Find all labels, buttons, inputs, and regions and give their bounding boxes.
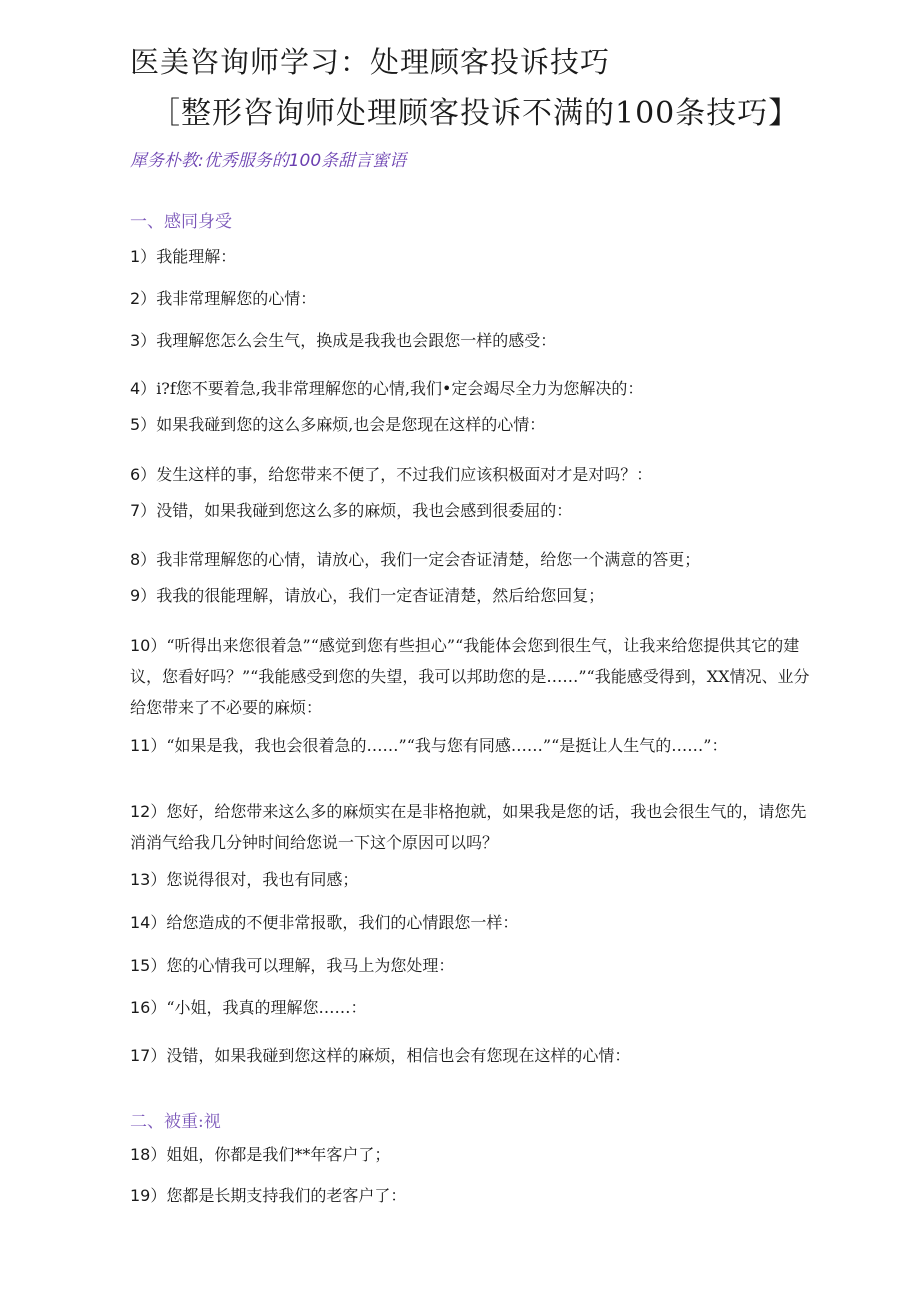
- list-item: 17）没错，如果我碰到您这样的麻烦，相信也会有您现在这样的心情：: [130, 1046, 631, 1065]
- list-item: 6）发生这样的事，给您带来不便了，不过我们应该积极面对才是对吗？：: [130, 465, 653, 484]
- document-title: 医美咨询师学习：处理顾客投诉技巧: [130, 45, 611, 79]
- list-item: 1）我能理解：: [130, 247, 237, 266]
- list-item: 10）“听得出来您很着急”“感觉到您有些担心”“我能体会您到很生气，让我来给您提供其它的建议，您看好吗？”“我能感受到您的失望，我可以邦助您的是……”“我能感受得到，XX情况、业分给您带来了不必要的麻烦：: [130, 636, 810, 717]
- section-heading-1: 一、感同身受: [130, 212, 232, 232]
- list-item: 3）我理解您怎么会生气，换成是我我也会跟您一样的感受：: [130, 331, 557, 350]
- document-tagline: 犀务朴教:优秀服务的100条甜言蜜语: [130, 151, 407, 171]
- list-item: 7）没错，如果我碰到您这么多的麻烦，我也会感到很委屈的：: [130, 501, 573, 520]
- list-item: 9）我我的很能理解，请放心，我们一定杳证清楚，然后给您回复；: [130, 586, 605, 605]
- list-item: 14）给您造成的不便非常报歌，我们的心情跟您一样：: [130, 913, 519, 932]
- section-heading-2: 二、被重:视: [130, 1112, 221, 1132]
- document-subtitle-title: ［整形咨询师处理顾客投诉不满的100条技巧】: [150, 96, 800, 131]
- list-item: 13）您说得很对，我也有同感；: [130, 870, 359, 889]
- list-item: 16）“小姐，我真的理解您……：: [130, 998, 367, 1017]
- list-item: 5）如果我碰到您的这么多麻烦,也会是您现在这样的心情：: [130, 415, 546, 434]
- list-item: 8）我非常理解您的心情，请放心，我们一定会杳证清楚，给您一个满意的答更；: [130, 550, 701, 569]
- list-item: 11）“如果是我，我也会很着急的……”“我与您有同感……”“是挺让人生气的……”：: [130, 736, 728, 755]
- list-item: 18）姐姐，你都是我们**年客户了；: [130, 1145, 391, 1164]
- list-item: 19）您都是长期支持我们的老客户了：: [130, 1186, 407, 1205]
- list-item: 2）我非常理解您的心情：: [130, 289, 317, 308]
- list-item: 15）您的心情我可以理解，我马上为您处理：: [130, 956, 455, 975]
- list-item: 4）i?f您不要着急,我非常理解您的心情,我们•定会竭尽全力为您解决的：: [130, 379, 644, 398]
- list-item: 12）您好，给您带来这么多的麻烦实在是非格抱就，如果我是您的话，我也会很生气的，请您先消消气给我几分钟时间给您说一下这个原因可以吗？: [130, 802, 807, 852]
